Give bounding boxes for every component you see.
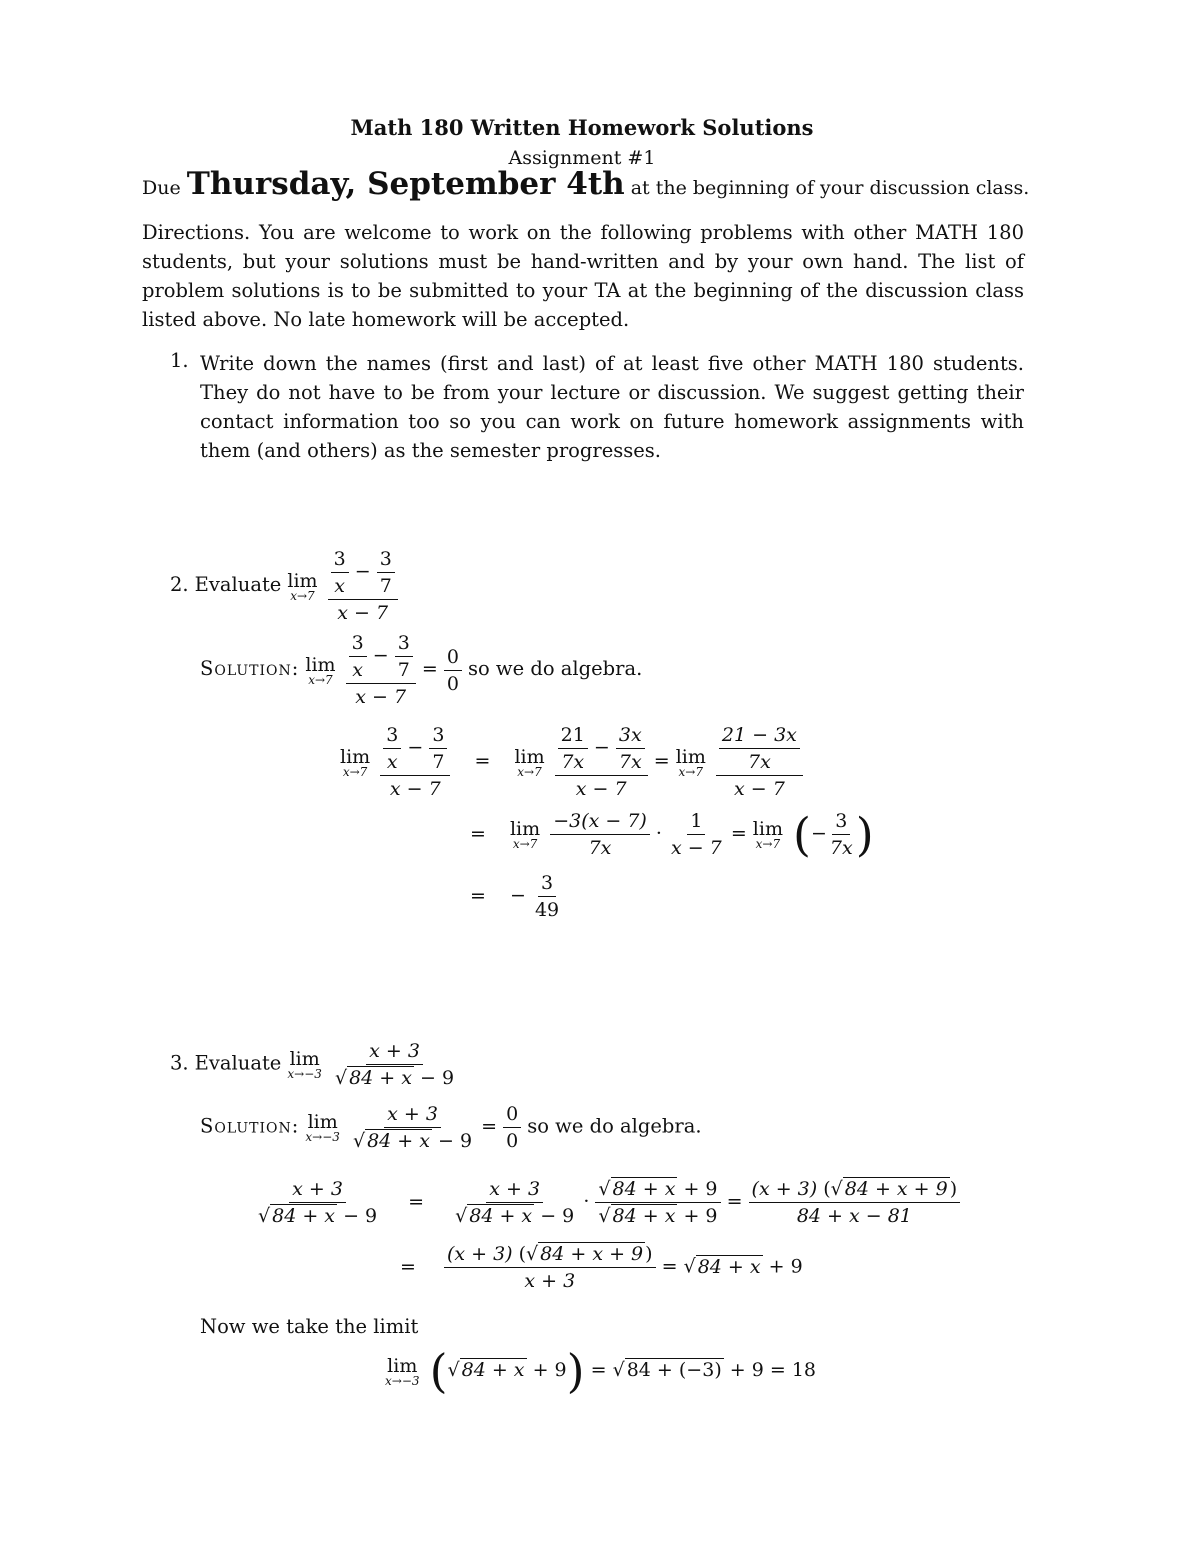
problem-1-number: 1.: [170, 349, 189, 372]
problem-3-final-limit: lim x→−3 (√ 84 + x + 9) = √ 84 + (−3) + 9 = 18: [385, 1344, 817, 1398]
problem-2-derivation-row-3: = − $\frac{3}{49}$: [470, 872, 562, 921]
problem-2-derivation-row-1: lim x→7 $\frac{3}{x}$ − $\frac{3}{7}$ x − 7 = lim x→7 $\frac{21}{7x}$ − $\frac{3x}{7x}$ x − 7 = lim x→7 $\frac{\frac{21 - 3x}{7x}}{x - 7}$: [340, 724, 803, 800]
problem-3-statement: 3. Evaluate lim x→−3 $\frac{x + 3}{√ 84 + x - 9}$: [170, 1040, 455, 1089]
complex-fraction: $\frac{3}{x}$ − $\frac{3}{7}$ x − 7: [328, 548, 398, 624]
directions-paragraph: Directions. You are welcome to work on the following problems with other MATH 180 students, but your solutions must be hand-written and by your own hand. The list of problem solutions is to be submitted to your TA at the beginning of the discussion class listed above. No late homework will be accepted.: [142, 221, 1024, 331]
due-suffix: at the beginning of your discussion class.: [630, 177, 1030, 199]
problem-2-answer: $\frac{3}{49}$: [534, 872, 560, 921]
solution-label: Solution:: [200, 657, 300, 680]
problem-3-derivation-row-2: = $\frac{(x + 3) (√ 84 + x + 9 )}{x + 3}$ = √ 84 + x + 9: [400, 1243, 803, 1292]
due-date: Thursday, September 4th: [186, 166, 625, 202]
now-take-limit-text: Now we take the limit: [200, 1315, 419, 1338]
solution-label: Solution:: [200, 1114, 300, 1138]
due-line: [142, 166, 1029, 202]
limit-operator: lim x→7: [287, 569, 318, 603]
problem-2-derivation-row-2: = lim x→7 $\frac{-3(x - 7)}{7x}$ · $\frac{1}{x - 7}$ = lim x→7 (− $\frac{3}{7x}$ ): [470, 807, 874, 862]
problem-3-solution-intro: Solution: lim x→−3 $\frac{x + 3}{√ 84 + x - 9}$ = $\frac{0}{0}$ so we do algebra.: [200, 1103, 702, 1152]
problem-3-answer: + 9 = 18: [729, 1359, 817, 1381]
problem-2-statement: 2. Evaluate lim x→7 $\frac{3}{x}$ − $\frac{3}{7}$ x − 7: [170, 548, 398, 624]
due-prefix: Due: [142, 177, 181, 199]
problem-1-text: Write down the names (first and last) of at least five other MATH 180 students. They do not have to be from your lecture or discussion. We suggest getting their contact information too so you can work on future homework assignments with them (and others) as the semester progresses.: [200, 352, 1024, 462]
problem-3-derivation-row-1: $\frac{x + 3}{√ 84 + x - 9}$ = $\frac{x + 3}{√ 84 + x - 9}$ · $\frac{√ 84 + x + 9}{√ 84 + x + 9}$ = $\frac{(x + 3) (√ 84 + x + 9 )}{84 + x - 81}$: [255, 1178, 960, 1227]
assignment-number: Assignment #1: [508, 147, 656, 169]
problem-2-solution-intro: Solution: lim x→7 $\frac{3}{x}$ − $\frac{3}{7}$ x − 7 = $\frac{0}{0}$ so we do algebra.: [200, 632, 643, 708]
document-title: Math 180 Written Homework Solutions: [350, 115, 814, 140]
